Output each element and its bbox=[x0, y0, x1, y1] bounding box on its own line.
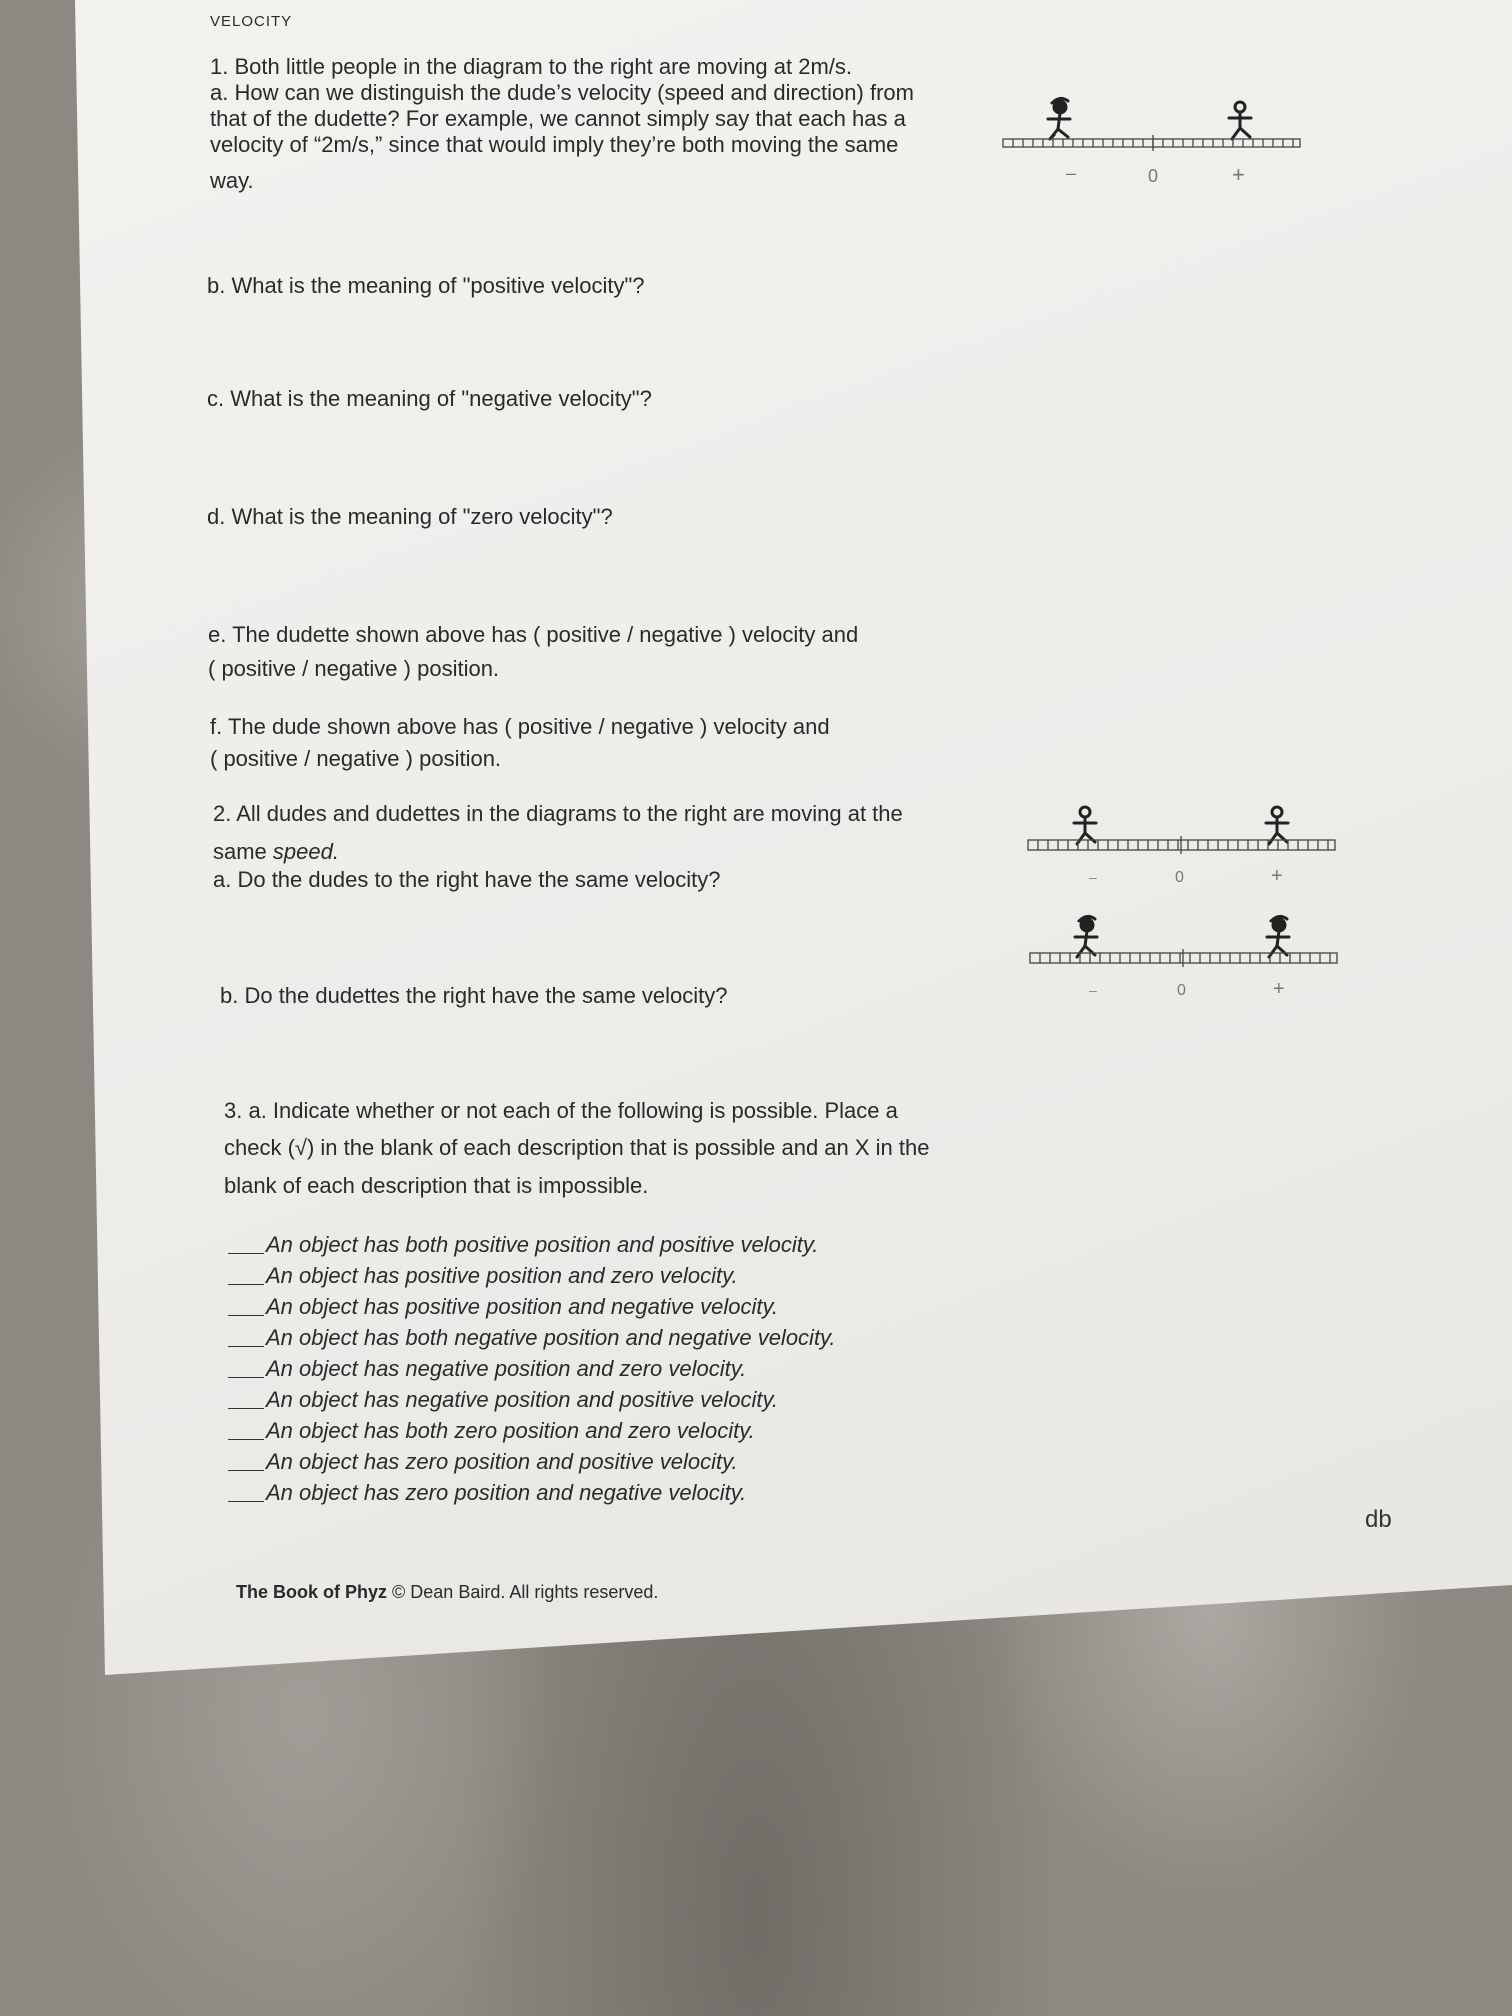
answer-blank[interactable] bbox=[228, 1284, 264, 1285]
diagram-2a-svg bbox=[1025, 802, 1345, 902]
answer-blank[interactable] bbox=[228, 1346, 264, 1347]
q1-line: that of the dudette? For example, we cannot simply say that each has a bbox=[210, 106, 906, 131]
dudette-figure bbox=[1075, 916, 1097, 957]
q3-item-text: An object has negative position and zero velocity. bbox=[266, 1356, 747, 1381]
answer-blank[interactable] bbox=[228, 1408, 264, 1409]
dude-figure bbox=[1266, 807, 1288, 844]
q3-line: check (√) in the blank of each description that is possible and an X in the bbox=[224, 1135, 930, 1160]
minus-label: – bbox=[1066, 163, 1077, 183]
plus-label: + bbox=[1271, 865, 1283, 887]
dudette-figure bbox=[1048, 98, 1070, 139]
q2-line: 2. All dudes and dudettes in the diagrams to the right are moving at the bbox=[213, 801, 903, 826]
q3-item bbox=[228, 1357, 746, 1381]
q3-item-text: An object has both negative position and negative velocity. bbox=[266, 1325, 836, 1350]
answer-blank[interactable] bbox=[228, 1501, 264, 1502]
q2a-text: a. Do the dudes to the right have the same velocity? bbox=[213, 867, 721, 892]
dudette-figure bbox=[1267, 916, 1289, 957]
q3-item bbox=[228, 1326, 836, 1350]
q3-line: blank of each description that is impossible. bbox=[224, 1173, 649, 1198]
footer-book: The Book of Phyz bbox=[236, 1582, 388, 1602]
q3-item bbox=[228, 1388, 778, 1412]
q1b-text: b. What is the meaning of "positive velocity"? bbox=[207, 273, 645, 298]
zero-label: 0 bbox=[1175, 869, 1184, 886]
answer-blank[interactable] bbox=[228, 1253, 264, 1254]
number-line bbox=[1028, 836, 1335, 854]
q3-item bbox=[228, 1233, 818, 1257]
page-title: VELOCITY bbox=[210, 13, 293, 30]
number-line bbox=[1003, 135, 1300, 151]
q1f-line: f. The dude shown above has ( positive / negative ) velocity and bbox=[210, 714, 830, 739]
q1-line: way. bbox=[210, 168, 254, 193]
q1e-line: e. The dudette shown above has ( positive / negative ) velocity and bbox=[208, 622, 859, 647]
answer-blank[interactable] bbox=[228, 1470, 264, 1471]
plus-label: + bbox=[1232, 162, 1245, 187]
zero-label: 0 bbox=[1177, 982, 1186, 999]
initials: db bbox=[1365, 1506, 1392, 1533]
q3-item-text: An object has zero position and negative velocity. bbox=[266, 1480, 747, 1505]
q3-item-text: An object has both zero position and zero velocity. bbox=[266, 1418, 755, 1443]
q3-item-text: An object has both positive position and positive velocity. bbox=[266, 1232, 819, 1257]
minus-label: – bbox=[1089, 982, 1097, 998]
q3-item bbox=[228, 1419, 755, 1443]
q2-line bbox=[213, 836, 339, 867]
q1e-line: ( positive / negative ) position. bbox=[208, 656, 500, 681]
answer-blank[interactable] bbox=[228, 1439, 264, 1440]
q2b-text: b. Do the dudettes the right have the same velocity? bbox=[220, 983, 728, 1008]
q3-item-text: An object has zero position and positive velocity. bbox=[266, 1449, 738, 1474]
q3-item-text: An object has positive position and negative velocity. bbox=[266, 1294, 779, 1319]
q1d-text: d. What is the meaning of "zero velocity"? bbox=[207, 504, 613, 529]
dude-figure bbox=[1229, 102, 1251, 139]
diagram-1-svg bbox=[1000, 95, 1320, 195]
q3-line: 3. a. Indicate whether or not each of the following is possible. Place a bbox=[224, 1098, 898, 1123]
minus-label: – bbox=[1089, 869, 1097, 885]
plus-label: + bbox=[1273, 978, 1285, 1000]
answer-blank[interactable] bbox=[228, 1315, 264, 1316]
q3-item bbox=[228, 1481, 746, 1505]
diagram-2a bbox=[1025, 802, 1345, 902]
q3-item-text: An object has negative position and positive velocity. bbox=[266, 1387, 779, 1412]
footer bbox=[236, 1582, 658, 1603]
q1-line: 1. Both little people in the diagram to the right are moving at 2m/s. bbox=[210, 54, 853, 79]
zero-label: 0 bbox=[1148, 166, 1159, 186]
q2-same: same bbox=[213, 839, 273, 864]
diagram-1 bbox=[1000, 95, 1320, 195]
q1-line: a. How can we distinguish the dude’s velocity (speed and direction) from bbox=[210, 80, 914, 105]
q3-item bbox=[228, 1450, 738, 1474]
q3-item bbox=[228, 1264, 738, 1288]
diagram-2b-svg bbox=[1027, 915, 1347, 1015]
q2-speed: speed. bbox=[272, 839, 339, 864]
q3-item bbox=[228, 1295, 778, 1319]
q3-item-text: An object has positive position and zero velocity. bbox=[266, 1263, 738, 1288]
q1f-line: ( positive / negative ) position. bbox=[210, 746, 502, 771]
answer-blank[interactable] bbox=[228, 1377, 264, 1378]
footer-copyright: © Dean Baird. All rights reserved. bbox=[387, 1582, 659, 1602]
q1-line: velocity of “2m/s,” since that would imply they’re both moving the same bbox=[210, 132, 899, 157]
q1c-text: c. What is the meaning of "negative velocity"? bbox=[207, 386, 652, 411]
dude-figure bbox=[1074, 807, 1096, 844]
diagram-2b bbox=[1027, 915, 1347, 1015]
